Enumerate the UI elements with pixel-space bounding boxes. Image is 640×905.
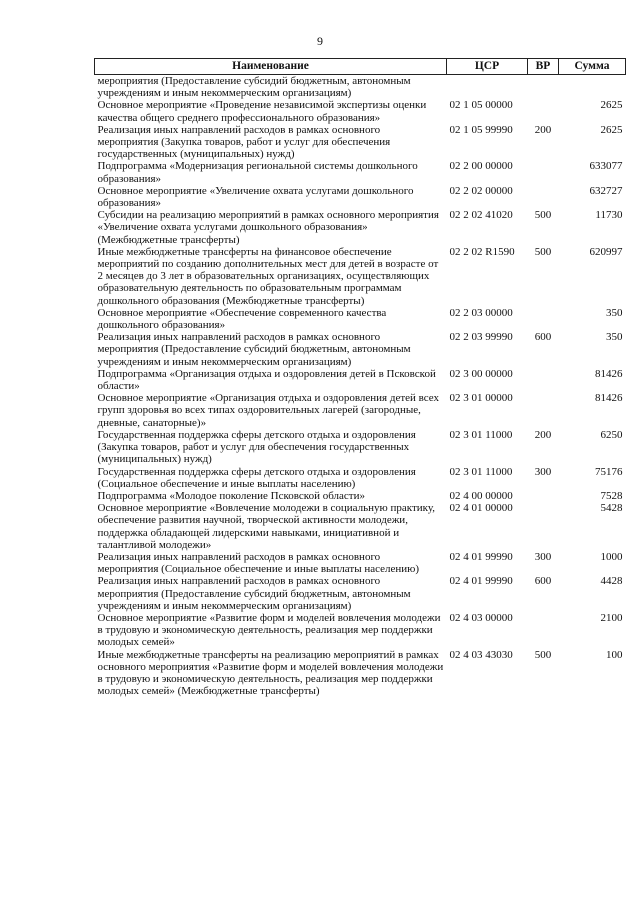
cell-name: Подпрограмма «Молодое поколение Псковской области» bbox=[97, 489, 366, 502]
cell-vr: 600 bbox=[534, 575, 552, 588]
cell-csr: 02 3 00 00000 bbox=[449, 367, 513, 380]
cell-csr: 02 2 02 41020 bbox=[449, 209, 513, 222]
cell-sum: 2100 bbox=[600, 611, 623, 624]
cell-csr: 02 4 01 00000 bbox=[449, 502, 513, 515]
cell-vr bbox=[528, 185, 559, 209]
cell-csr: 02 2 03 00000 bbox=[449, 306, 513, 319]
cell-name: Подпрограмма «Модернизация региональной системы дошкольного образования» bbox=[97, 160, 418, 185]
table-row bbox=[95, 160, 626, 184]
header-row bbox=[95, 59, 626, 75]
header-sum: Сумма bbox=[559, 59, 626, 75]
cell-vr bbox=[528, 502, 559, 551]
cell-vr bbox=[528, 368, 559, 392]
cell-vr: 600 bbox=[534, 331, 552, 344]
cell-vr: 500 bbox=[534, 648, 552, 661]
cell-name: Государственная поддержка сферы детского отдыха и оздоровления (Закупка товаров, работ и услуг для обеспечения государственных (муниципальных) нужд) bbox=[97, 428, 416, 466]
cell-csr: 02 4 01 99990 bbox=[449, 550, 513, 563]
table-row bbox=[95, 429, 626, 466]
table-row bbox=[95, 99, 626, 123]
cell-vr: 500 bbox=[534, 209, 552, 222]
table-row bbox=[95, 185, 626, 209]
cell-csr: 02 2 02 00000 bbox=[449, 184, 513, 197]
cell-csr bbox=[447, 75, 528, 100]
cell-vr: 300 bbox=[534, 550, 552, 563]
cell-name: Реализация иных направлений расходов в рамках основного мероприятия (Закупка товаров, работ и услуг для обеспечения государственных (муниципальных) нужд) bbox=[97, 123, 391, 161]
cell-csr: 02 3 01 11000 bbox=[449, 428, 513, 441]
table-row bbox=[95, 490, 626, 502]
cell-vr bbox=[528, 99, 559, 123]
cell-vr: 300 bbox=[534, 465, 552, 478]
table-row bbox=[95, 466, 626, 490]
cell-sum: 81426 bbox=[595, 392, 623, 405]
table-row bbox=[95, 392, 626, 429]
cell-vr: 500 bbox=[534, 245, 552, 258]
cell-csr: 02 3 01 00000 bbox=[449, 392, 513, 405]
cell-sum: 5428 bbox=[600, 502, 623, 515]
table-row bbox=[95, 368, 626, 392]
cell-csr: 02 4 03 00000 bbox=[449, 611, 513, 624]
cell-sum: 6250 bbox=[600, 428, 623, 441]
cell-vr bbox=[528, 160, 559, 184]
cell-vr bbox=[528, 307, 559, 331]
cell-name: Основное мероприятие «Развитие форм и моделей вовлечения молодежи в трудовую и экономическую деятельность, реализация мер поддержки молодых семей» bbox=[97, 611, 441, 649]
table-row bbox=[95, 331, 626, 368]
header-name: Наименование bbox=[95, 59, 447, 75]
cell-csr: 02 1 05 99990 bbox=[449, 123, 513, 136]
cell-name: Подпрограмма «Организация отдыха и оздоровления детей в Псковской области» bbox=[97, 367, 436, 393]
cell-sum: 1000 bbox=[600, 550, 623, 563]
cell-csr: 02 4 01 99990 bbox=[449, 575, 513, 588]
cell-sum: 7528 bbox=[600, 489, 623, 502]
cell-vr bbox=[528, 75, 559, 100]
table-row bbox=[95, 307, 626, 331]
cell-name: Реализация иных направлений расходов в рамках основного мероприятия (Предоставление субсидий бюджетным, автономным учреждениям и иным некоммерческим организациям) bbox=[97, 575, 411, 612]
cell-sum bbox=[559, 75, 626, 100]
cell-vr: 200 bbox=[534, 428, 552, 441]
cell-vr bbox=[528, 612, 559, 649]
cell-vr: 200 bbox=[534, 123, 552, 136]
cell-csr: 02 2 02 R1590 bbox=[449, 245, 515, 258]
table-row bbox=[95, 612, 626, 649]
header-vr: ВР bbox=[528, 59, 559, 75]
page-number: 9 bbox=[317, 34, 323, 48]
cell-name: Основное мероприятие «Увеличение охвата услугами дошкольного образования» bbox=[97, 184, 414, 210]
budget-table bbox=[94, 58, 626, 697]
table-row bbox=[95, 209, 626, 246]
cell-sum: 2625 bbox=[600, 99, 623, 112]
cell-name: Основное мероприятие «Организация отдыха и оздоровления детей всех групп здоровья во всех типах оздоровительных лагерей (загородные, дневные, санаторные)» bbox=[97, 392, 440, 429]
cell-sum: 2625 bbox=[600, 123, 623, 136]
cell-csr: 02 1 05 00000 bbox=[449, 99, 513, 112]
table-header bbox=[95, 59, 626, 75]
table-row bbox=[95, 502, 626, 551]
cell-name: Реализация иных направлений расходов в рамках основного мероприятия (Предоставление субсидий бюджетным, автономным учреждениям и иным некоммерческим организациям) bbox=[97, 331, 411, 368]
table-row bbox=[95, 246, 626, 307]
cell-sum: 350 bbox=[606, 331, 623, 344]
cell-sum: 620997 bbox=[589, 245, 623, 258]
cell-name: Иные межбюджетные трансферты на реализацию мероприятий в рамках основного мероприятия «Развитие форм и моделей вовлечения молодежи в трудовую и экономическую деятельность, реализация мер поддержки молодых семей» (Межбюджетные трансферты) bbox=[97, 648, 444, 698]
cell-vr bbox=[528, 490, 559, 502]
table-row bbox=[95, 75, 626, 100]
cell-sum: 75176 bbox=[595, 465, 623, 478]
cell-csr: 02 4 03 43030 bbox=[449, 648, 513, 661]
header-csr: ЦСР bbox=[447, 59, 528, 75]
cell-name: Основное мероприятие «Вовлечение молодежи в социальную практику, обеспечение развития научной, творческой активности молодежи, поддержка обладающей лидерскими навыками, инициативной и талантливой молодежи» bbox=[97, 502, 436, 551]
cell-csr: 02 2 00 00000 bbox=[449, 160, 513, 173]
cell-name: Государственная поддержка сферы детского отдыха и оздоровления (Социальное обеспечение и иные выплаты населению) bbox=[97, 465, 416, 490]
cell-sum: 632727 bbox=[589, 184, 623, 197]
table-row bbox=[95, 551, 626, 575]
table-body bbox=[95, 75, 626, 698]
cell-sum: 350 bbox=[606, 306, 623, 319]
cell-sum: 633077 bbox=[589, 160, 623, 173]
cell-name: мероприятия (Предоставление субсидий бюджетным, автономным учреждениям и иным некоммерческим организациям) bbox=[97, 75, 411, 100]
cell-name: Основное мероприятие «Обеспечение современного качества дошкольного образования» bbox=[97, 306, 387, 332]
cell-name: Основное мероприятие «Проведение независимой экспертизы оценки качества общего среднего профессионального образования» bbox=[97, 99, 427, 124]
cell-name: Иные межбюджетные трансферты на финансовое обеспечение мероприятий по созданию дополнительных мест для детей в возрасте от 2 месяцев до 3 лет в образовательных организациях, осуществляющих образовательную деятельность по образовательным программам дошкольного образования (Межбюджетные трансферты) bbox=[97, 245, 439, 307]
cell-sum: 4428 bbox=[600, 575, 623, 588]
cell-csr: 02 3 01 11000 bbox=[449, 465, 513, 478]
cell-name: Реализация иных направлений расходов в рамках основного мероприятия (Социальное обеспечение и иные выплаты населению) bbox=[97, 550, 420, 576]
cell-sum: 81426 bbox=[595, 367, 623, 380]
cell-csr: 02 4 00 00000 bbox=[449, 489, 513, 502]
cell-vr bbox=[528, 392, 559, 429]
table-row bbox=[95, 575, 626, 612]
cell-sum: 11730 bbox=[595, 209, 623, 222]
cell-csr: 02 2 03 99990 bbox=[449, 331, 513, 344]
cell-sum: 100 bbox=[606, 648, 623, 661]
cell-name: Субсидии на реализацию мероприятий в рамках основного мероприятия «Увеличение охвата услугами дошкольного образования» (Межбюджетные трансферты) bbox=[97, 209, 439, 246]
table-row bbox=[95, 124, 626, 161]
table-row bbox=[95, 649, 626, 698]
